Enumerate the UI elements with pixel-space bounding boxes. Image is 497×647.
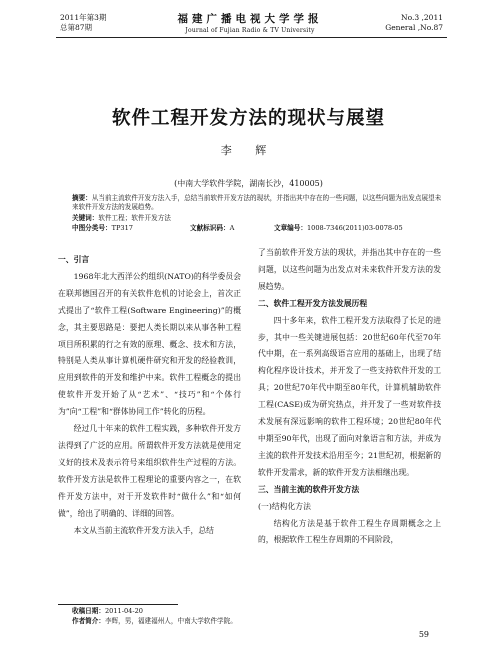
header-issue-block	[60, 13, 106, 33]
document-code	[190, 224, 234, 233]
article-title: 软件工程开发方法的现状与展望	[111, 108, 385, 129]
article-no-value: 1008-7346(2011)03-0078-05	[306, 224, 403, 232]
author-bio-text: 李辉，男，福建福州人，中南大学软件学院。	[104, 617, 237, 625]
header-total: 总第87期	[60, 23, 93, 32]
class-number	[72, 224, 133, 233]
abstract-text: 从当前主流软件开发方法入手，总结当前软件开发方法的现状，并指出其中存在的一些问题，以这些问题为出发点展望未来软件开发方法的发展趋势。	[72, 194, 442, 211]
footnote-author-bio	[72, 617, 237, 626]
code-label: 文献标识码：	[190, 224, 230, 232]
header-issue: 2011年第3期	[60, 13, 107, 22]
received-label: 收稿日期：	[72, 607, 105, 615]
journal-name-en: Journal of Fujian Radio & TV University	[185, 27, 315, 34]
article-no-label: 文章编号：	[274, 224, 307, 232]
keywords	[72, 214, 171, 223]
paragraph: 结构化方法是基于软件工程生存周期概念之上的，根据软件工程生存周期的不同阶段，	[258, 518, 441, 545]
article-affiliation: (中南大学软件学院，湖南长沙，410005)	[174, 179, 323, 188]
paragraph: 四十多年来，软件工程开发方法取得了长足的进步，其中一些关键进展包括：20世纪60年代至70年代中期，在一系列高级语言应用的基础上，出现了结构化程序设计技术，并开发了一些支持软件开发的工具；20世纪70年代中期至80年代，计算机辅助软件工程(CASE)成为研究热点，并开发了一些对软件技术发展有深远影响的软件工程环境；20世纪80年代中期至90年代，出现了面向对象语言和方法，并成为主流的软件开发技术沿用至今；21世纪初，根据新的软件开发需求，新的软件开发方法相继出现。	[258, 315, 441, 477]
abstract	[72, 194, 444, 212]
class-label: 中图分类号：	[72, 224, 112, 232]
footnote-received	[72, 607, 143, 616]
article-number	[274, 224, 403, 233]
keywords-value: 软件工程；软件开发方法	[98, 214, 171, 222]
page-number: 59	[418, 630, 429, 639]
right-column	[258, 245, 441, 549]
header-number-block	[385, 13, 443, 33]
subsection-heading-structured: (一)结构化方法	[258, 501, 311, 511]
header-rule	[56, 37, 447, 38]
class-value: TP317	[111, 224, 133, 232]
abstract-label: 摘要：	[72, 194, 92, 202]
journal-masthead	[130, 11, 370, 34]
article-author: 李 辉	[220, 144, 277, 157]
journal-name-cn: 福建广播电视大学学报	[177, 13, 323, 25]
section-heading-history: 二、软件工程开发方法发展历程	[258, 298, 368, 308]
received-date: 2011-04-20	[104, 607, 143, 615]
paragraph: 本文从当前主流软件开发方法入手，总结	[73, 525, 214, 535]
footnote-rule	[58, 604, 178, 605]
left-column	[58, 252, 241, 539]
paragraph-continued: 了当前软件开发方法的现状，并指出其中存在的一些问题，以这些问题为出发点对未来软件开发方法的发展趋势。	[258, 248, 441, 291]
paragraph: 1968年北大西洋公约组织(NATO)的科学委员会在联邦德国召开的有关软件危机的讨论会上，首次正式提出了“软件工程(Software Engineering)”的概念，其主要思路是：要把人类长期以来从事各种工程项目所积累的行之有效的原理、概念、技术和方法，特别是人类从事计算机硬件研究和开发的经验教训，应用到软件的开发和维护中来。软件工程概念的提出使软件开发开始了从“艺术”、“技巧”和“个体行为”向“工程”和“群体协同工作”转化的历程。	[58, 271, 241, 417]
section-heading-methods: 三、当前主流的软件开发方法	[258, 484, 360, 494]
code-value: A	[229, 224, 235, 232]
header-no: No.3 ,2011	[401, 13, 443, 22]
keywords-label: 关键词：	[72, 214, 99, 222]
header-general: General ,No.87	[385, 23, 443, 32]
author-bio-label: 作者简介：	[72, 617, 105, 625]
paragraph: 经过几十年来的软件工程实践，多种软件开发方法得到了广泛的应用。所谓软件开发方法就是使用定义好的技术及表示符号来组织软件生产过程的方法。软件开发方法是软件工程理论的重要内容之一，在软件开发方法中，对于开发软件时“做什么”和“如何做”，给出了明确的、详细的回答。	[58, 424, 241, 518]
section-heading-introduction: 一、引言	[58, 255, 90, 264]
